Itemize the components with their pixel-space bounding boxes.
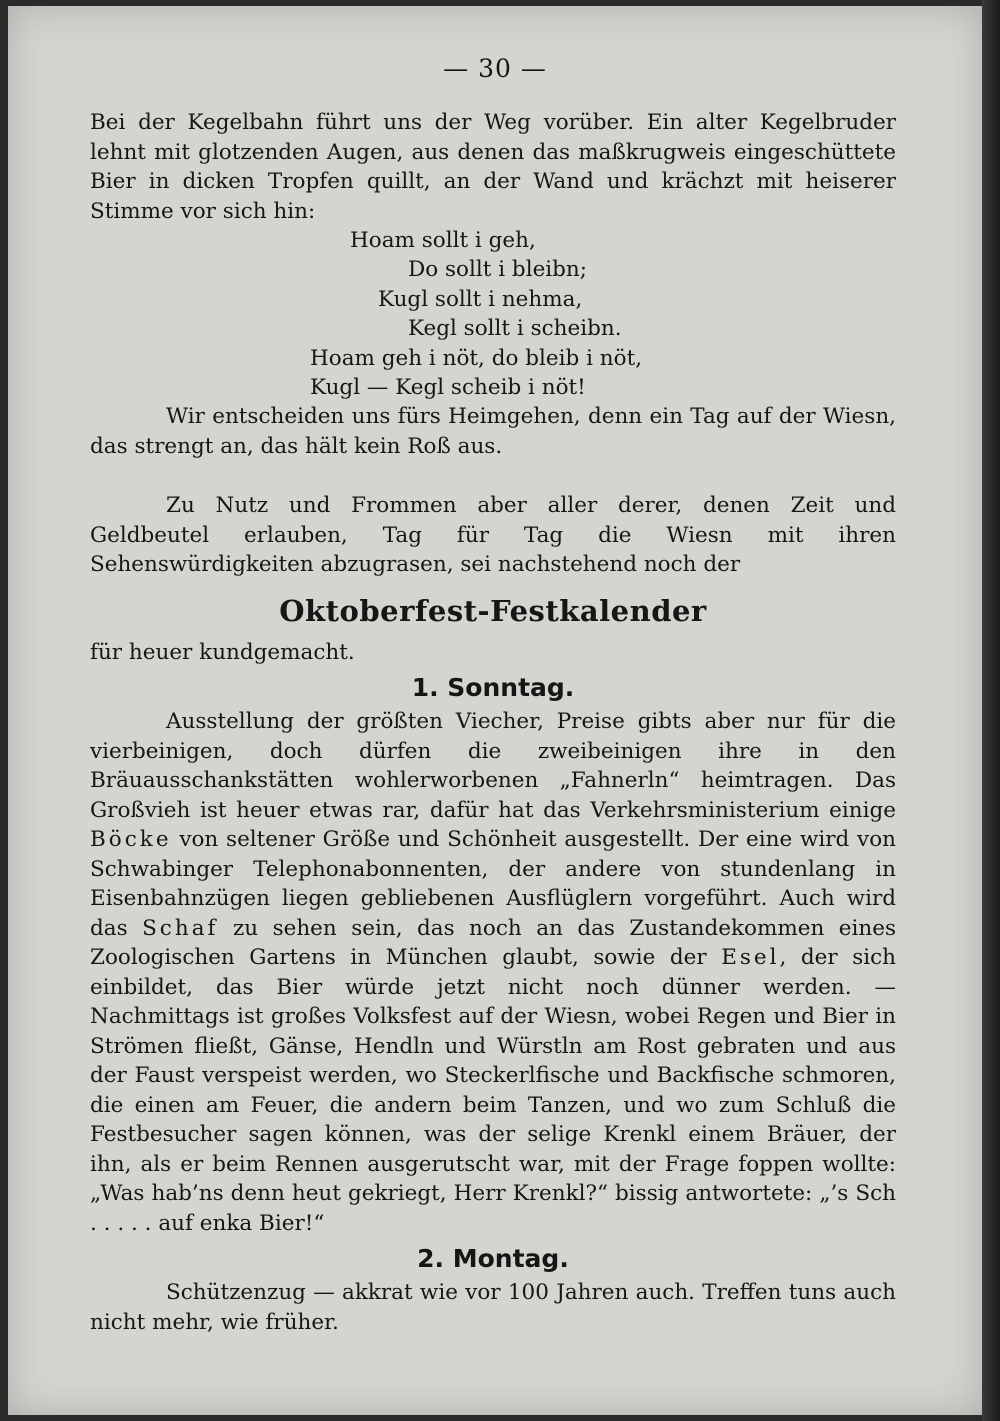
day-1-text-part: , der sich einbildet, das Bier würde jetzt nicht noch dünner werden. — Nachmittags ist großes Volksfest auf der Wiesn, wobei Regen und Bier in Strömen fließt, Gänse, Hendln und Würstln am Rost gebraten und aus der Faust verspeist werden, wo Steckerlfische und Backfische schmoren, die einen am Feuer, die andern beim Tanzen, und wo zum Schluß die Festbesucher sagen können, was der selige Krenkl einem Bräuer, der ihn, als er beim Rennen ausgerutscht war, mit der Frage foppen wollte: „Was hab’ns denn heut gekriegt, Herr Krenkl?“ bissig antwortete: „’s Sch . . . . . auf enka Bier!“ (90, 945, 896, 1236)
page-number: — 30 — (443, 54, 547, 83)
page-content (90, 108, 896, 1337)
paragraph-gap (90, 461, 896, 491)
verse-line: Hoam geh i nöt, do bleib i nöt, (310, 345, 643, 371)
paragraph-kegelbahn: Bei der Kegelbahn führt uns der Weg vorüber. Ein alter Kegelbruder lehnt mit glotzenden Augen, aus denen das maßkrugweis eingeschüttete Bier in dicken Tropfen quillt, an der Wand und krächzt mit heiserer Stimme vor sich hin: (90, 110, 896, 224)
day-2-heading: 2. Montag. (417, 1244, 569, 1274)
verse-line: Do sollt i bleibn; (408, 257, 588, 283)
verse-line: Kegl sollt i scheibn. (408, 316, 622, 342)
day-1-text-part: von seltener Größe und Schönheit ausgestellt. Der eine wird von Schwabinger Telephonabonnenten, der andere von stundenlang in Eisenbahnzügen liegen gebliebenen Ausflüglern vorgeführt. Auch wird das (90, 827, 896, 941)
day-1-text (90, 707, 896, 1238)
verse-line: Hoam sollt i geh, (350, 228, 536, 253)
day-2-text: Schützenzug — akkrat wie vor 100 Jahren auch. Treffen tuns auch nicht mehr, wie früher. (90, 1280, 896, 1335)
day-1-heading: 1. Sonntag. (411, 673, 575, 703)
emphasized-word: Böcke (90, 827, 172, 853)
verse-line: Kugl — Kegl scheib i nöt! (310, 375, 586, 401)
day-1-text-part: zu sehen sein, das noch an das Zustandekommen eines Zoologischen Gartens in München glaubt, sowie der (90, 915, 896, 971)
book-page (8, 6, 982, 1415)
book-edge (982, 0, 1000, 1421)
paragraph-kundgemacht: für heuer kundgemacht. (90, 639, 355, 665)
festkalender-heading: Oktoberfest-Festkalender (279, 593, 707, 628)
emphasized-word: Esel (721, 945, 780, 971)
verse-block (90, 226, 896, 402)
paragraph-nutz-und-frommen: Zu Nutz und Frommen aber aller derer, denen Zeit und Geldbeutel erlauben, Tag für Tag die Wiesn mit ihren Sehenswürdigkeiten abzugrasen, sei nachstehend noch der (90, 493, 896, 578)
paragraph-heimgehen: Wir entscheiden uns fürs Heimgehen, denn ein Tag auf der Wiesn, das strengt an, das hält kein Roß aus. (90, 404, 896, 459)
verse-line: Kugl sollt i nehma, (378, 286, 583, 312)
day-1-text-part: Ausstellung der größten Viecher, Preise gibts aber nur für die vierbeinigen, doch dürfen die zweibeinigen ihre in den Bräuausschankstätten wohlerworbenen „Fahnerln“ heimtragen. Das Großvieh ist heuer etwas rar, dafür hat das Verkehrsministerium einige (90, 709, 896, 823)
emphasized-word: Schaf (142, 915, 219, 941)
